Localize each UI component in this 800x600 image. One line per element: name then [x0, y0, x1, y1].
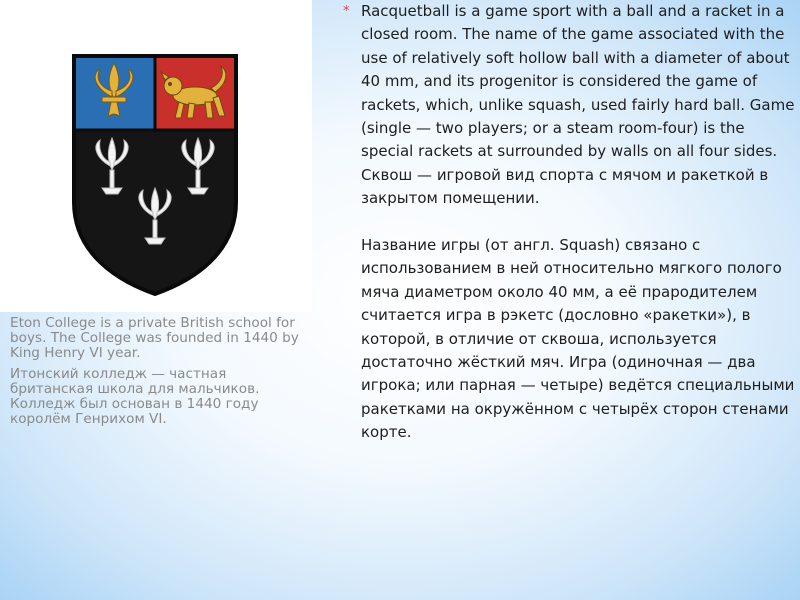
eton-college-crest-icon	[70, 52, 240, 297]
paragraph-russian-definition: Сквош — игровой вид спорта с мячом и ракеткой в закрытом помещении.	[361, 165, 769, 208]
main-text-block	[343, 0, 795, 445]
paragraph-gap	[343, 211, 795, 234]
paragraph-english: Racquetball is a game sport with a ball and a racket in a closed room. The name of the game associated with the use of relatively soft hollow ball with a diameter of about 40 mm, and its progenitor is considered the game of rackets, which, unlike squash, used fairly hard ball. Game (single — two players; or a steam room-four) is the special rackets at surrounded by walls on all four sides.	[361, 2, 795, 161]
crest-caption	[0, 312, 312, 433]
crest-panel	[0, 0, 312, 312]
paragraph-russian-details: Название игры (от англ. Squash) связано с использованием в ней относительно мягкого полого мяча диаметром около 40 мм, а её прародителем считается игра в рэкетс (дословно «ракетки»), в которой, в отличие от сквоша, используется достаточно жёсткий мяч. Игра (одиночная — два игрока; или парная — четыре) ведётся специальными ракетками на окружённом с четырёх сторон стенами корте.	[361, 236, 795, 442]
bullet-marker: *	[343, 4, 350, 19]
caption-english: Eton College is a private British school for boys. The College was founded in 1440 by King Henry VI year.	[10, 315, 299, 361]
caption-russian: Итонский колледж — частная британская школа для мальчиков. Колледж был основан в 1440 году королём Генрихом VI.	[10, 366, 260, 427]
